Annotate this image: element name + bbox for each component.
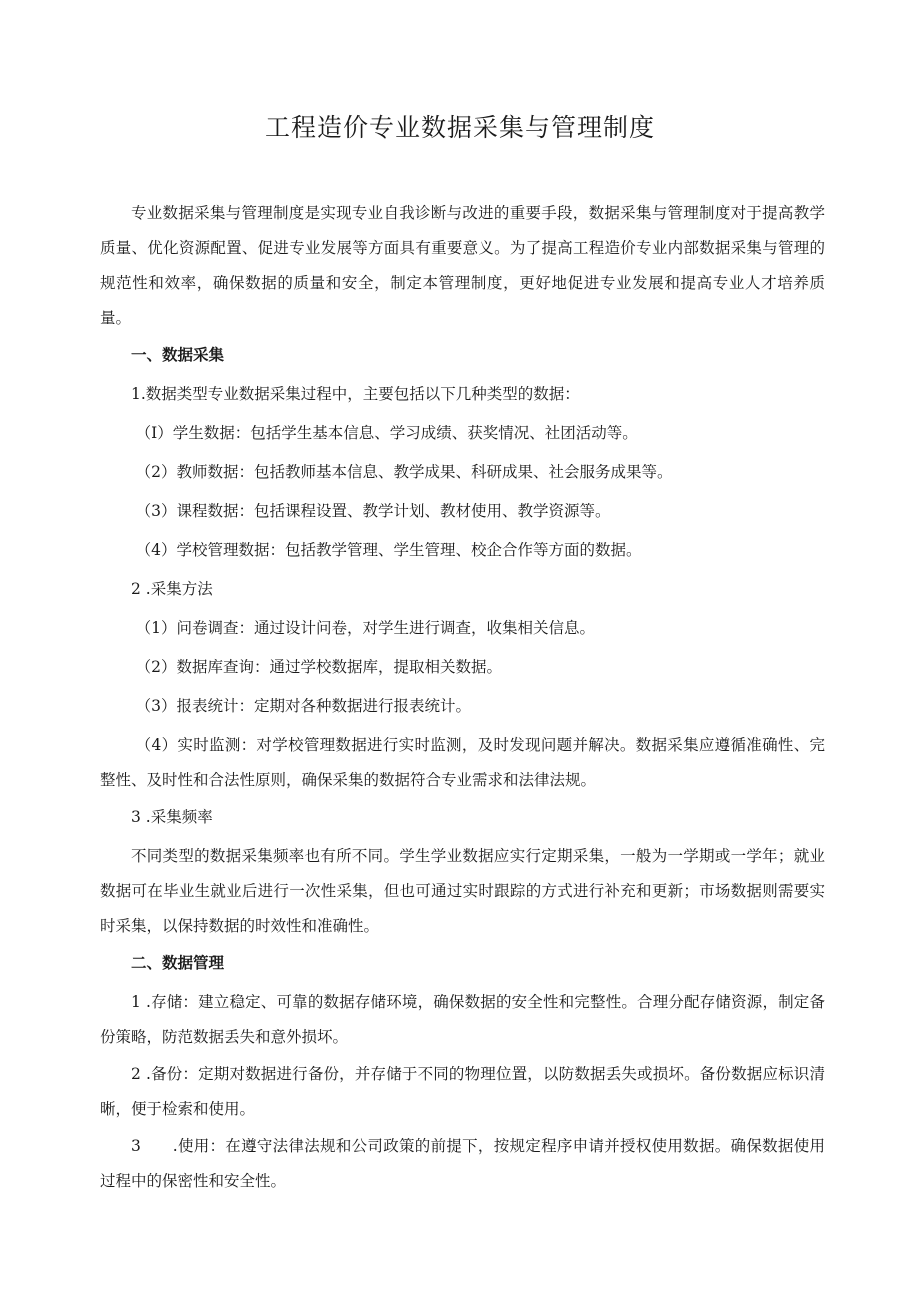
questionnaire-item: （1）问卷调查：通过设计问卷，对学生进行调查，收集相关信息。 xyxy=(135,619,596,637)
report-statistics-item: （3）报表统计：定期对各种数据进行报表统计。 xyxy=(135,697,472,715)
teacher-data-item: （2）教师数据：包括教师基本信息、教学成果、科研成果、社会服务成果等。 xyxy=(135,463,673,481)
student-data-item: （I）学生数据：包括学生基本信息、学习成绩、获奖情况、社团活动等。 xyxy=(135,424,638,442)
school-management-data-item: （4）学校管理数据：包括教学管理、学生管理、校企合作等方面的数据。 xyxy=(135,541,642,559)
document-body xyxy=(100,196,825,1199)
collection-frequency-heading: 3 .采集频率 xyxy=(131,808,213,826)
backup-paragraph: 2 .备份：定期对数据进行备份，并存储于不同的物理位置，以防数据丢失或损坏。备份数据应标识清晰，便于检索和使用。 xyxy=(100,1065,825,1118)
collection-frequency-paragraph: 不同类型的数据采集频率也有所不同。学生学业数据应实行定期采集，一般为一学期或一学年；就业数据可在毕业生就业后进行一次性采集，但也可通过实时跟踪的方式进行补充和更新；市场数据则需要实时采集，以保持数据的时效性和准确性。 xyxy=(100,847,825,935)
section-heading-data-management: 二、数据管理 xyxy=(131,954,225,972)
usage-paragraph: 3 .使用：在遵守法律法规和公司政策的前提下，按规定程序申请并授权使用数据。确保数据使用过程中的保密性和安全性。 xyxy=(100,1137,825,1190)
collection-method-heading: 2 .采集方法 xyxy=(131,580,213,598)
data-types-paragraph: 1.数据类型专业数据采集过程中，主要包括以下几种类型的数据： xyxy=(131,385,580,403)
course-data-item: （3）课程数据：包括课程设置、教学计划、教材使用、教学资源等。 xyxy=(135,502,611,520)
realtime-monitoring-item: （4）实时监测：对学校管理数据进行实时监测，及时发现问题并解决。数据采集应遵循准确性、完整性、及时性和合法性原则，确保采集的数据符合专业需求和法律法规。 xyxy=(100,736,825,789)
section-heading-data-collection: 一、数据采集 xyxy=(131,346,225,364)
intro-paragraph: 专业数据采集与管理制度是实现专业自我诊断与改进的重要手段，数据采集与管理制度对于提高教学质量、优化资源配置、促进专业发展等方面具有重要意义。为了提高工程造价专业内部数据采集与管理的规范性和效率，确保数据的质量和安全，制定本管理制度，更好地促进专业发展和提高专业人才培养质量。 xyxy=(100,204,825,327)
storage-paragraph: 1 .存储：建立稳定、可靠的数据存储环境，确保数据的安全性和完整性。合理分配存储资源，制定备份策略，防范数据丢失和意外损坏。 xyxy=(100,993,825,1046)
database-query-item: （2）数据库查询：通过学校数据库，提取相关数据。 xyxy=(135,658,503,676)
document-title: 工程造价专业数据采集与管理制度 xyxy=(264,113,655,142)
